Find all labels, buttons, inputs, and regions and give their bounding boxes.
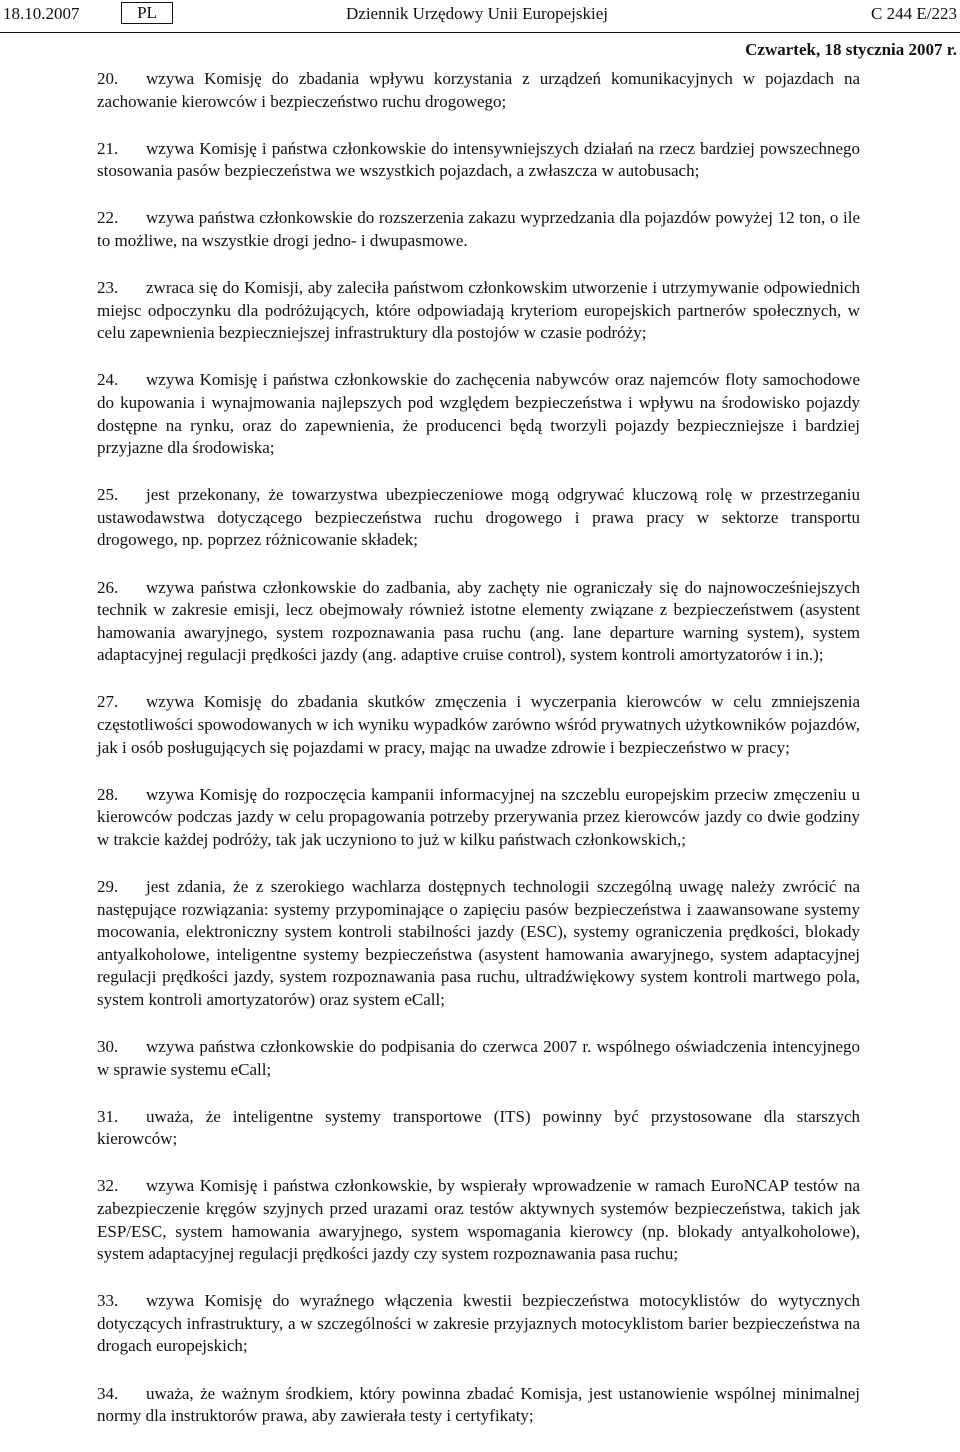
header-rule bbox=[0, 32, 960, 33]
paragraph-number: 26. bbox=[97, 577, 119, 597]
paragraph-text: wzywa Komisję do zbadania wpływu korzystania z urządzeń komunikacyjnych w pojazdach na zachowanie kierowców i bezpieczeństwo ruchu drogowego; bbox=[97, 69, 860, 111]
paragraph-text: wzywa Komisję do zbadania skutków zmęczenia i wyczerpania kierowców w celu zmniejszenia częstotliwości spowodowanych w ich wyniku wypadków zarówno wśród prywatnych użytkowników pojazdów, jak i osób posługujących się pojazdami w pracy, mając na uwadze zdrowie i bezpieczeństwo w pracy; bbox=[97, 692, 860, 757]
paragraph-34 bbox=[97, 1383, 860, 1428]
header-date: 18.10.2007 bbox=[3, 4, 80, 23]
paragraph-number: 27. bbox=[97, 692, 119, 712]
paragraph-number: 32. bbox=[97, 1176, 119, 1196]
paragraph-27 bbox=[97, 691, 860, 759]
paragraph-25 bbox=[97, 484, 860, 552]
language-box: PL bbox=[121, 2, 173, 24]
paragraph-text: wzywa Komisję do wyraźnego włączenia kwestii bezpieczeństwa motocyklistów do wytycznych dotyczących infrastruktury, a w szczególności w zakresie przyjaznych motocyklistom barier bezpieczeństwa na drogach europejskich; bbox=[97, 1291, 860, 1356]
paragraph-33 bbox=[97, 1290, 860, 1358]
paragraph-number: 31. bbox=[97, 1106, 119, 1126]
paragraph-32 bbox=[97, 1175, 860, 1265]
paragraph-number: 20. bbox=[97, 69, 119, 88]
paragraph-31 bbox=[97, 1106, 860, 1151]
paragraph-text: wzywa państwa członkowskie do podpisania do czerwca 2007 r. wspólnego oświadczenia intencyjnego w sprawie systemu eCall; bbox=[97, 1037, 860, 1079]
paragraph-text: jest zdania, że z szerokiego wachlarza dostępnych technologii szczególną uwagę należy zwrócić na następujące rozwiązania: systemy przypominające o zapięciu pasów bezpieczeństwa i zaawansowane systemy mocowania, elektroniczny system kontroli stabilności jazdy (ESC), systemy ograniczenia prędkości, blokady antyalkoholowe, inteligentne systemy bezpieczeństwa (asystent hamowania awaryjnego, system adaptacyjnej regulacji prędkości jazdy, system rozpoznawania pasa ruchu, ultradźwiękowy system kontroli martwego pola, system kontroli amortyzatorów) oraz system eCall; bbox=[97, 876, 860, 1009]
paragraph-22 bbox=[97, 207, 860, 252]
paragraph-number: 22. bbox=[97, 208, 119, 228]
paragraph-21 bbox=[97, 138, 860, 183]
paragraph-number: 30. bbox=[97, 1037, 119, 1056]
paragraph-number: 25. bbox=[97, 485, 119, 505]
paragraph-30 bbox=[97, 1036, 860, 1081]
paragraph-text: uważa, że inteligentne systemy transportowe (ITS) powinny być przystosowane dla starszych kierowców; bbox=[97, 1106, 860, 1149]
paragraph-text: wzywa Komisję i państwa członkowskie do intensywniejszych działań na rzecz bardziej powszechnego stosowania pasów bezpieczeństwa we wszystkich pojazdach, a zwłaszcza w autobusach; bbox=[97, 138, 860, 181]
paragraph-number: 28. bbox=[97, 784, 119, 804]
paragraph-number: 23. bbox=[97, 278, 119, 298]
paragraph-24 bbox=[97, 369, 860, 459]
paragraph-text: wzywa Komisję i państwa członkowskie, by wspierały wprowadzenie w ramach EuroNCAP testów na zabezpieczenie kręgów szyjnych przed urazami oraz testów aktywnych systemów bezpieczeństwa, takich jak ESP/ESC, system hamowania awaryjnego, system wspomagania kierowcy (np. blokady antyalkoholowe), system adaptacyjnej regulacji prędkości jazdy czy system rozpoznawania pasa ruchu; bbox=[97, 1176, 860, 1264]
paragraph-number: 21. bbox=[97, 138, 119, 158]
journal-reference: C 244 E/223 bbox=[871, 4, 957, 23]
paragraph-text: zwraca się do Komisji, aby zaleciła państwom członkowskim utworzenie i utrzymywanie odpowiednich miejsc odpoczynku dla podróżujących, które odpowiadają kryteriom europejskich partnerów społecznych, w celu zapewnienia bezpieczniejszej infrastruktury dla postojów w czasie podróży; bbox=[97, 278, 860, 343]
paragraph-20 bbox=[97, 68, 860, 113]
paragraph-number: 34. bbox=[97, 1383, 119, 1403]
paragraph-number: 29. bbox=[97, 876, 119, 896]
session-date: Czwartek, 18 stycznia 2007 r. bbox=[745, 40, 957, 59]
paragraph-23 bbox=[97, 277, 860, 345]
paragraph-text: wzywa państwa członkowskie do rozszerzenia zakazu wyprzedzania dla pojazdów powyżej 12 ton, o ile to możliwe, na wszystkie drogi jedno- i dwupasmowe. bbox=[97, 208, 860, 250]
page-header bbox=[0, 0, 960, 32]
paragraph-text: jest przekonany, że towarzystwa ubezpieczeniowe mogą odgrywać kluczową rolę w przestrzeganiu ustawodawstwa dotyczącego bezpieczeństwa ruchu drogowego i prawa pracy w sektorze transportu drogowego, np. poprzez różnicowanie składek; bbox=[97, 485, 860, 550]
paragraph-29 bbox=[97, 876, 860, 1012]
paragraph-text: wzywa państwa członkowskie do zadbania, aby zachęty nie ograniczały się do najnowocześniejszych technik w zakresie emisji, lecz obejmowały również istotne elementy związane z bezpieczeństwem (asystent hamowania awaryjnego, system rozpoznawania pasa ruchu (ang. lane departure warning system), system adaptacyjnej regulacji prędkości jazdy (ang. adaptive cruise control), system kontroli amortyzatorów i in.); bbox=[97, 577, 860, 665]
paragraph-number: 24. bbox=[97, 370, 119, 390]
paragraph-text: wzywa Komisję i państwa członkowskie do zachęcenia nabywców oraz najemców floty samochodowe do kupowania i wynajmowania najlepszych pod względem bezpieczeństwa i wpływu na środowisko pojazdy dostępne na rynku, oraz do zapewnienia, że producenci będą tworzyli pojazdy bezpieczniejsze i bardziej przyjazne dla środowiska; bbox=[97, 370, 860, 458]
journal-title: Dziennik Urzędowy Unii Europejskiej bbox=[346, 4, 609, 23]
document-body bbox=[97, 68, 860, 1452]
paragraph-26 bbox=[97, 577, 860, 667]
paragraph-28 bbox=[97, 784, 860, 852]
paragraph-number: 33. bbox=[97, 1291, 119, 1311]
paragraph-text: uważa, że ważnym środkiem, który powinna zbadać Komisja, jest ustanowienie wspólnej minimalnej normy dla instruktorów prawa, aby zawierała testy i certyfikaty; bbox=[97, 1383, 860, 1426]
paragraph-text: wzywa Komisję do rozpoczęcia kampanii informacyjnej na szczeblu europejskim przeciw zmęczeniu u kierowców podczas jazdy w celu propagowania potrzeby przerywania przez kierowców jazdy co dwie godziny w trakcie każdej podróży, tak jak uczyniono to już w kilku państwach członkowskich,; bbox=[97, 784, 860, 849]
